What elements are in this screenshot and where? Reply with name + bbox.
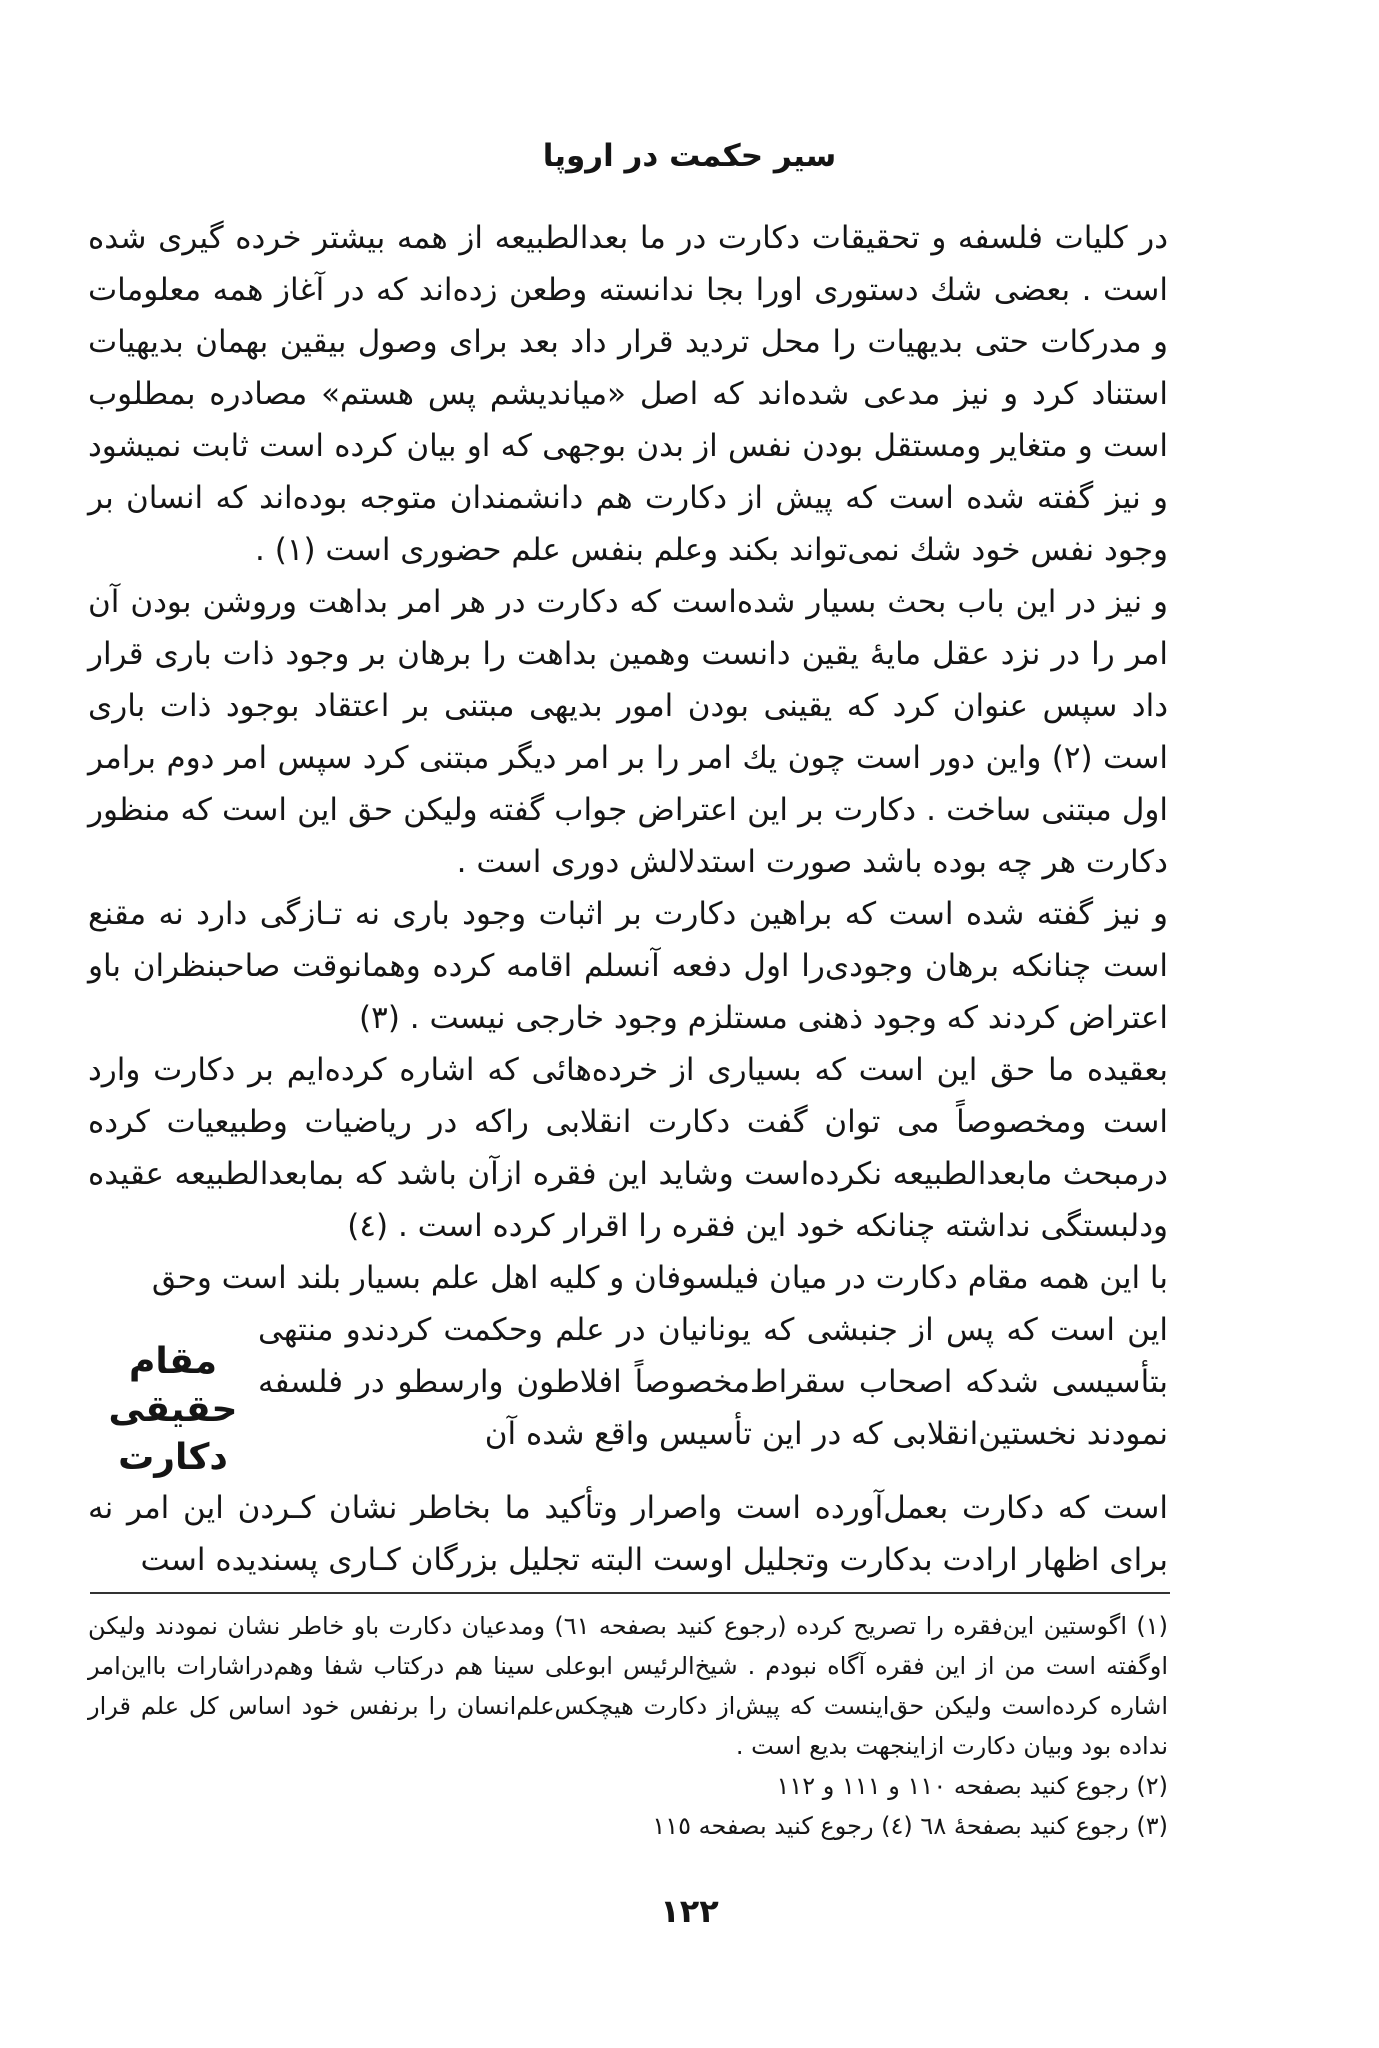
footnote-2: (۲) رجوع کنید بصفحه ۱۱۰ و ۱۱۱ و ۱۱۲ xyxy=(776,1772,1168,1800)
main-text xyxy=(88,212,1168,1586)
paragraph-4: بعقیده ما حق این است که بسیاری از خرده‌هائی که اشاره کرده‌ایم بر دکارت وارد است ومخصوصاً می توان گفت دکارت انقلابی راکه در ریاضیات وطبیعیات کرده درمبحث مابعدالطبیعه نکرده‌است وشاید این فقره ازآن باشد که بمابعدالطبیعه عقیده ودلبستگی نداشته چنانکه خود این فقره را اقرار کرده است . (٤) xyxy=(88,1052,1168,1244)
closing-paragraph: است که دکارت بعمل‌آورده است واصرار وتأکید ما بخاطر نشان کـردن این امر نه برای اظهار ارادت بدکارت وتجلیل اوست البته تجلیل بزرگان کـاری پسندیده است xyxy=(88,1490,1168,1578)
footnote-divider xyxy=(90,1592,1170,1594)
paragraph-1: در کلیات فلسفه و تحقیقات دکارت در ما بعدالطبیعه از همه بیشتر خرده گیری شده است . بعضی شك دستوری اورا بجا ندانسته وطعن زده‌اند که در آغاز همه معلومات و مدرکات حتی بدیهیات را محل تردید قرار داد بعد برای وصول بیقین بهمان بدیهیات استناد کرد و نیز مدعی شده‌اند که اصل «میاندیشم پس هستم» مصادره بمطلوب است و متغایر ومستقل بودن نفس از بدن بوجهی که او بیان کرده است ثابت نمیشود و نیز گفته شده است که پیش از دکارت هم دانشمندان متوجه بوده‌اند که انسان بر وجود نفس خود شك نمی‌تواند بکند وعلم بنفس علم حضوری است (۱) . xyxy=(88,220,1168,568)
page-number: ۱۲۲ xyxy=(660,1892,719,1930)
running-header: سیر حکمت در اروپا xyxy=(542,138,837,174)
paragraph-2: و نیز در این باب بحث بسیار شده‌است که دکارت در هر امر بداهت وروشن بودن آن امر را در نزد عقل مایهٔ یقین دانست وهمین بداهت را برهان بر وجود ذات باری قرار داد سپس عنوان کرد که یقینی بودن امور بدیهی مبتنی بر اعتقاد بوجود ذات باری است (۲) واین دور است چون یك امر را بر امر دیگر مبتنی کرد سپس امر دوم برامر اول مبتنی ساخت . دکارت بر این اعتراض جواب گفته ولیکن حق این است که منظور دکارت هر چه بوده باشد صورت استدلالش دوری است . xyxy=(88,584,1168,880)
footnote-3: (۳) رجوع کنید بصفحهٔ ٦٨ (٤) رجوع کنید بصفحه ۱۱٥ xyxy=(652,1812,1168,1840)
footnote-1: (۱) اگوستین این‌فقره را تصریح کرده (رجوع کنید بصفحه ٦١) ومدعیان دکارت باو خاطر نشان نمودند ولیکن اوگفته است من از این فقره آگاه نبودم . شیخ‌الرئیس ابوعلی سینا هم درکتاب شفا وهم‌دراشارات بااین‌امر اشاره کرده‌است ولیکن حق‌اینست که پیش‌از دکارت هیچکس‌علم‌انسان را برنفس خود اساس کل علم قرار نداده بود وبیان دکارت ازاینجهت بدیع است . xyxy=(88,1612,1168,1760)
side-heading-block xyxy=(88,1304,1168,1482)
side-heading-title: مقام حقیقی دکارت xyxy=(108,1341,238,1478)
side-heading-text: این است که پس از جنبشی که یونانیان در علم وحکمت کردندو منتهی بتأسیسی شدکه اصحاب سقراط‌مخصوصاً افلاطون وارسطو در فلسفه نمودند نخستین‌انقلابی که در این تأسیس واقع شده آن xyxy=(258,1312,1168,1452)
paragraph-3: و نیز گفته شده است که براهین دکارت بر اثبات وجود باری نه تـازگی دارد نه مقنع است چنانکه برهان وجودی‌را اول دفعه آنسلم اقامه کرده وهمانوقت صاحبنظران باو اعتراض کردند که وجود ذهنی مستلزم وجود خارجی نیست . (۳) xyxy=(88,896,1168,1036)
footnotes xyxy=(88,1606,1168,1846)
paragraph-5: با این همه مقام دکارت در میان فیلسوفان و کلیه اهل علم بسیار بلند است وحق xyxy=(151,1260,1168,1296)
